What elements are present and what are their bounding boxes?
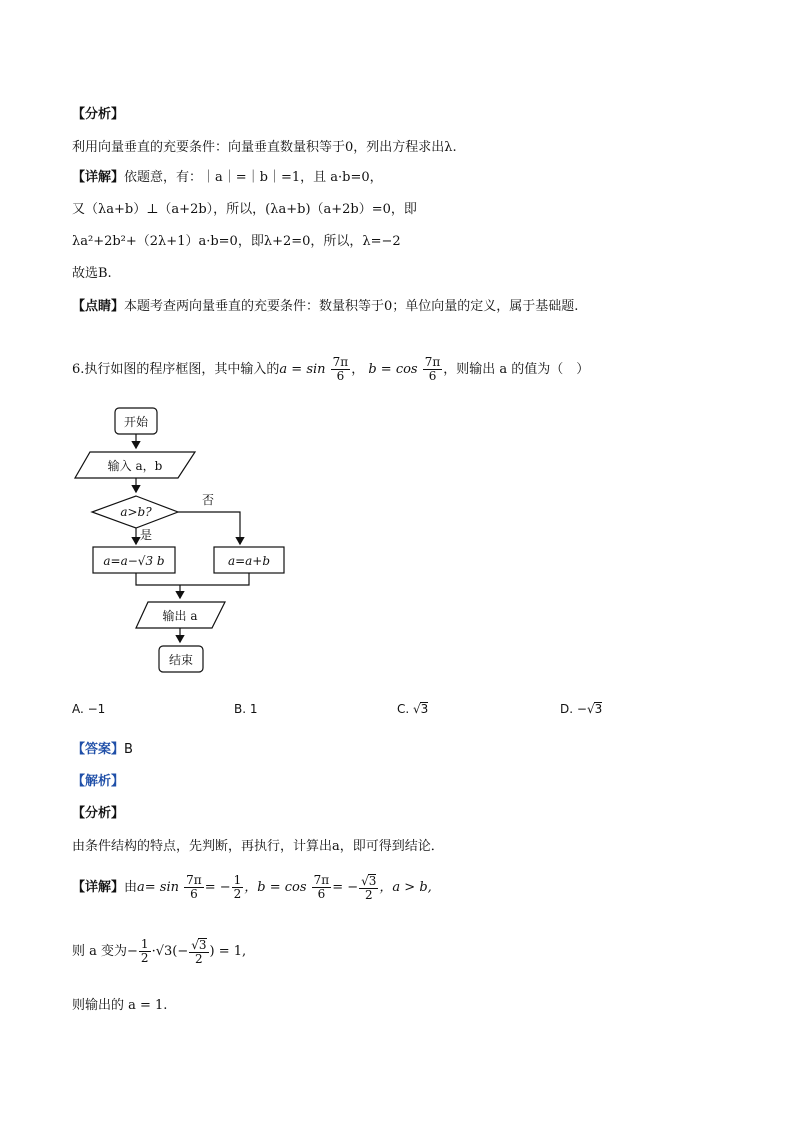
fraction-sqrt3-2 bbox=[359, 874, 378, 902]
detail-line-4: 故选B. bbox=[72, 266, 112, 281]
fraction-7pi-6-b bbox=[423, 356, 443, 382]
start-label: 开始 bbox=[123, 415, 149, 429]
explain-heading: 【解析】 bbox=[72, 774, 125, 789]
d2-end: ) = 1, bbox=[209, 944, 247, 959]
stem-comma: ， bbox=[351, 362, 365, 377]
option-b: B. 1 bbox=[234, 702, 258, 716]
fraction-7pi-6-a bbox=[331, 356, 351, 382]
fraction-1-2-b bbox=[139, 938, 151, 964]
eq-neg: = − bbox=[204, 880, 231, 895]
fraction-sqrt3-2-b bbox=[189, 938, 208, 966]
frac-num: √3 bbox=[191, 937, 207, 952]
frac-den: 2 bbox=[195, 951, 203, 966]
option-a: A. −1 bbox=[72, 702, 106, 716]
answer-value: B bbox=[124, 742, 133, 757]
option-c-value: 3 bbox=[420, 702, 429, 716]
detail-heading: 【详解】 bbox=[72, 880, 125, 895]
analysis-text: 由条件结构的特点，先判断，再执行，计算出a，即可得到结论． bbox=[72, 839, 444, 854]
detail-line-1-text: 依题意，有：｜a｜=｜b｜=1，且 a·b=0， bbox=[124, 170, 383, 185]
frac-num: 7π bbox=[186, 873, 202, 888]
detail-heading-prev: 【详解】 bbox=[72, 170, 125, 185]
stem-b-expr: b = cos bbox=[368, 362, 418, 377]
option-c-label: C. bbox=[397, 702, 410, 716]
option-d-label: D. − bbox=[560, 702, 587, 716]
fraction-1-2 bbox=[232, 874, 244, 900]
fraction-7pi-6-d bbox=[312, 874, 332, 900]
sqrt-3: 3 bbox=[198, 937, 207, 952]
no-label: 否 bbox=[202, 493, 215, 507]
stem-start: 6.执行如图的程序框图，其中输入的 bbox=[72, 362, 280, 377]
frac-num: √3 bbox=[361, 873, 377, 888]
d1-pre: 由 bbox=[124, 880, 138, 895]
detail-formula-3: 则输出的 a = 1. bbox=[72, 998, 168, 1013]
sqrt-3: 3 bbox=[368, 873, 377, 888]
frac-den: 2 bbox=[140, 951, 149, 965]
comment-heading: 【点睛】 bbox=[72, 299, 125, 314]
d1-a: a= sin bbox=[137, 880, 180, 895]
frac-num: 7π bbox=[332, 355, 349, 370]
frac-den: 2 bbox=[233, 887, 242, 901]
flowchart bbox=[60, 400, 300, 680]
comment-text: 本题考查两向量垂直的充要条件：数量积等于0；单位向量的定义，属于基础题. bbox=[124, 299, 579, 314]
detail-line-3: λa²+2b²+（2λ+1）a·b=0，即λ+2=0，所以，λ=−2 bbox=[72, 234, 401, 249]
yes-label: 是 bbox=[140, 528, 153, 542]
analysis-heading-prev: 【分析】 bbox=[72, 107, 125, 122]
analysis-text-prev: 利用向量垂直的充要条件：向量垂直数量积等于0，列出方程求出λ. bbox=[72, 140, 457, 155]
right-process-label: a=a+b bbox=[227, 554, 271, 568]
option-d-value: 3 bbox=[594, 702, 603, 716]
eq-neg: = − bbox=[332, 880, 359, 895]
detail-line-2: 又（λa+b）⊥（a+2b），所以，(λa+b)（a+2b）=0，即 bbox=[72, 202, 417, 217]
option-c: C. √3 bbox=[397, 702, 429, 716]
d1-end: ，a > b, bbox=[379, 880, 432, 895]
frac-den: 2 bbox=[364, 887, 373, 902]
input-label: 输入 a，b bbox=[107, 459, 163, 473]
end-label: 结束 bbox=[168, 653, 194, 667]
detail-formula-2: 则 a 变为− $\frac{1}{2}$ ·√3(− $\frac{√3}{2}$ ) = 1, bbox=[72, 937, 247, 966]
analysis-heading: 【分析】 bbox=[72, 806, 125, 821]
d1-b: ，b = cos bbox=[244, 880, 307, 895]
question-stem bbox=[72, 350, 589, 390]
detail-formula-1 bbox=[72, 868, 432, 908]
frac-num: 1 bbox=[233, 873, 242, 888]
frac-den: 6 bbox=[428, 369, 437, 383]
answer-heading: 【答案】 bbox=[72, 742, 125, 757]
frac-num: 1 bbox=[140, 937, 149, 952]
frac-den: 6 bbox=[190, 887, 198, 901]
option-d: D. −√3 bbox=[560, 702, 603, 716]
frac-den: 6 bbox=[336, 369, 345, 383]
fraction-7pi-6-c bbox=[184, 874, 204, 900]
frac-den: 6 bbox=[317, 887, 326, 901]
stem-a-expr: a = sin bbox=[279, 362, 326, 377]
frac-num: 7π bbox=[313, 873, 330, 888]
comment-line bbox=[72, 295, 578, 314]
decision-label: a>b? bbox=[120, 505, 152, 519]
answer-line bbox=[72, 738, 133, 757]
left-process-label: a=a−√3 b bbox=[103, 554, 165, 568]
d2-mid: ·√3(− bbox=[151, 944, 189, 959]
output-label: 输出 a bbox=[162, 609, 198, 623]
detail-line-1 bbox=[72, 166, 383, 185]
stem-end: ，则输出 a 的值为（ ） bbox=[443, 362, 590, 377]
frac-num: 7π bbox=[424, 355, 441, 370]
d2-pre: 则 a 变为 bbox=[72, 944, 128, 959]
